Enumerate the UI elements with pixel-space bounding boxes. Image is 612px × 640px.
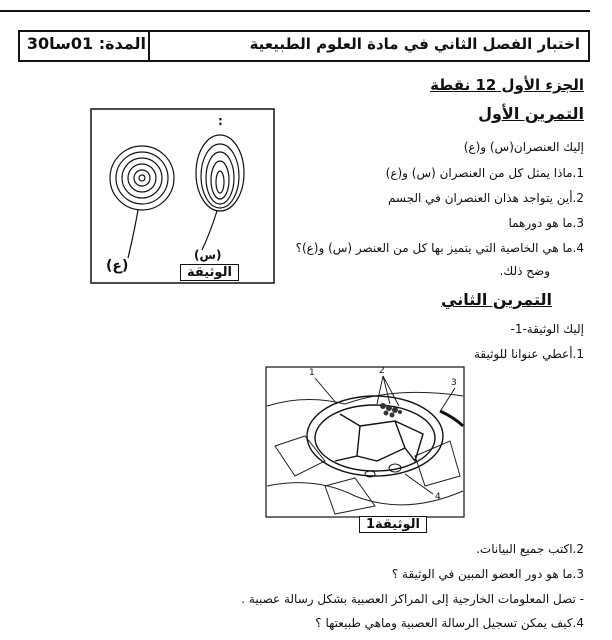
exercise1-intro: إليك العنصران(س) و(ع) <box>463 140 584 154</box>
figure-dot: : <box>218 114 223 128</box>
exercise2-q3-note: - تصل المعلومات الخارجية إلى المراكز العصبية بشكل رسالة عصبية . <box>241 592 584 606</box>
exam-duration: المدة: 01سا30 <box>26 34 146 53</box>
organ-figure <box>265 366 465 536</box>
part1-title: الجزء الأول 12 نقطة <box>430 76 584 94</box>
exercise2-q1: 1.أعطي عنوانا للوثيقة <box>473 347 584 361</box>
figure1-caption: الوثيقة <box>180 264 239 281</box>
cell-s-drawing <box>196 135 244 250</box>
exercise1-q1: 1.ماذا يمثل كل من العنصران (س) و(ع) <box>385 166 584 180</box>
organ-figure-drawing <box>265 366 465 536</box>
exercise1-q4-continuation: وضح ذلك. <box>499 264 550 278</box>
exercise1-title: التمرين الأول <box>478 104 584 123</box>
exercise2-q3: 3.ما هو دور العضو المبين في الوثيقة ؟ <box>391 567 584 581</box>
exercise1-q4: 4.ما هي الخاصية التي يتميز بها كل من العنصر (س) و(ع)؟ <box>295 241 584 255</box>
label-a: (ع) <box>106 258 129 274</box>
organ-label-2: 2 <box>379 366 385 376</box>
figure-frame <box>91 109 274 283</box>
cell-a-drawing <box>110 146 174 258</box>
label-s: (س) <box>194 248 222 262</box>
cells-figure <box>90 108 275 284</box>
exercise1-q3: 3.ما هو دورهما <box>508 216 584 230</box>
exam-header <box>18 30 590 62</box>
exercise2-q4: 4.كيف يمكن تسجيل الرسالة العصبية وماهي طبيعتها ؟ <box>315 616 584 630</box>
exam-title: اختبار الفصل الثاني في مادة العلوم الطبيعية <box>249 35 580 53</box>
exercise2-q2: 2.اكتب جميع البيانات. <box>476 542 584 556</box>
exercise2-intro: إليك الوثيقة-1- <box>510 322 584 336</box>
figure2-caption: الوثيقة1 <box>359 516 427 533</box>
organ-label-4: 4 <box>435 492 441 502</box>
organ-label-3: 3 <box>451 378 457 388</box>
exercise1-q2: 2.أين يتواجد هذان العنصران في الجسم <box>387 191 584 205</box>
exercise2-title: التمرين الثاني <box>441 290 552 309</box>
top-rule <box>0 10 590 12</box>
organ-label-1: 1 <box>309 368 315 378</box>
header-divider <box>148 32 150 60</box>
